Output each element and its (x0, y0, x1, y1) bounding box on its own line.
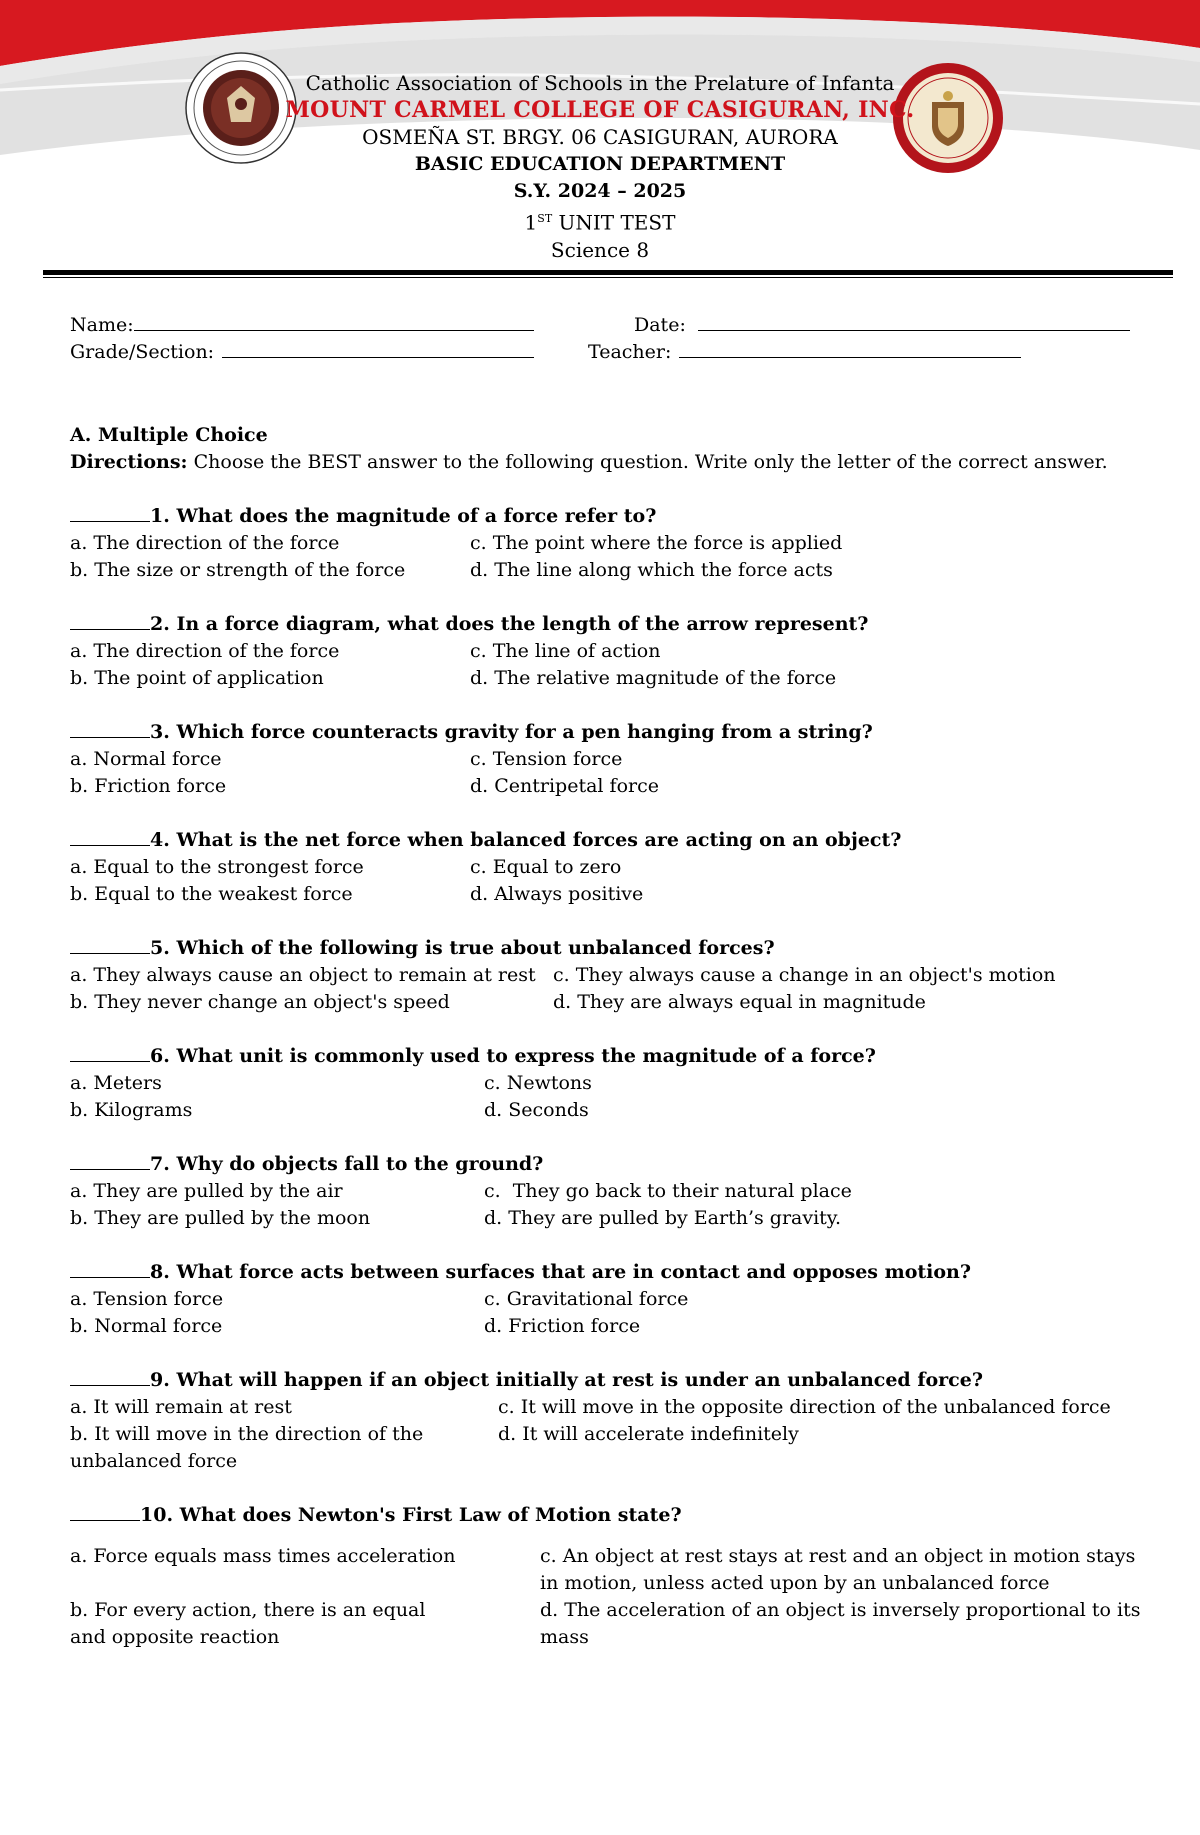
subject-title: Science 8 (550, 237, 650, 262)
option-c: c. Tension force (470, 748, 623, 770)
option-a: a. It will remain at rest (70, 1396, 292, 1418)
option-d: d. Centripetal force (470, 775, 659, 797)
question-stem: 4. What is the net force when balanced forces are acting on an object? (150, 829, 902, 851)
grade-section-blank[interactable] (222, 339, 534, 358)
question-6 (70, 1043, 1150, 1124)
option-a: a. Equal to the strongest force (70, 856, 364, 878)
option-d: d. They are always equal in magnitude (553, 991, 926, 1013)
question-stem: 7. Why do objects fall to the ground? (150, 1153, 544, 1175)
option-c: c. The line of action (470, 640, 661, 662)
name-label: Name: (70, 314, 134, 336)
option-d: d. They are pulled by Earth’s gravity. (484, 1207, 842, 1229)
option-b: b. Friction force (70, 775, 227, 797)
college-address: OSMEÑA ST. BRGY. 06 CASIGURAN, AURORA (362, 125, 838, 149)
answer-blank[interactable] (70, 1502, 140, 1521)
answer-blank[interactable] (70, 1259, 150, 1278)
option-c: c. Equal to zero (470, 856, 622, 878)
grade-section-field[interactable] (70, 339, 534, 363)
answer-blank[interactable] (70, 1367, 150, 1386)
test-title: 1ST UNIT TEST (524, 210, 676, 235)
name-field[interactable] (70, 312, 534, 336)
option-b: b. It will move in the direction of the unbalanced force (70, 1423, 430, 1472)
option-a: a. They always cause an object to remain at rest (70, 964, 536, 986)
teacher-label: Teacher: (588, 341, 672, 363)
option-c: c. An object at rest stays at rest and an object in motion stays in motion, unless acted upon by an unbalanced force (540, 1545, 1142, 1594)
option-b: b. Kilograms (70, 1099, 193, 1121)
option-d: d. It will accelerate indefinitely (498, 1423, 799, 1445)
answer-blank[interactable] (70, 611, 150, 630)
question-8 (70, 1259, 1150, 1340)
option-c: c. They go back to their natural place (484, 1180, 852, 1202)
question-stem: 9. What will happen if an object initially at rest is under an unbalanced force? (150, 1369, 983, 1391)
answer-blank[interactable] (70, 719, 150, 738)
date-field[interactable] (634, 312, 1130, 336)
option-a: a. They are pulled by the air (70, 1180, 343, 1202)
question-7 (70, 1151, 1150, 1232)
question-9 (70, 1367, 1150, 1475)
name-blank[interactable] (134, 312, 534, 331)
date-label: Date: (634, 314, 686, 336)
option-d: d. The line along which the force acts (470, 559, 833, 581)
question-10 (70, 1502, 1150, 1651)
teacher-field[interactable] (588, 339, 1021, 363)
question-stem: 5. Which of the following is true about unbalanced forces? (150, 937, 775, 959)
option-c: c. Gravitational force (484, 1288, 689, 1310)
question-4 (70, 827, 1150, 908)
option-c: c. It will move in the opposite direction of the unbalanced force (498, 1396, 1111, 1418)
test-body (70, 422, 1150, 1651)
question-5 (70, 935, 1150, 1016)
association-name: Catholic Association of Schools in the Prelature of Infanta (305, 71, 895, 95)
option-d: d. Seconds (484, 1099, 589, 1121)
option-d: d. The relative magnitude of the force (470, 667, 837, 689)
option-d: d. Always positive (470, 883, 644, 905)
option-c: c. They always cause a change in an object's motion (553, 964, 1056, 986)
option-a: a. Tension force (70, 1288, 224, 1310)
question-stem: 3. Which force counteracts gravity for a pen hanging from a string? (150, 721, 873, 743)
question-stem: 6. What unit is commonly used to express the magnitude of a force? (150, 1045, 876, 1067)
directions: Directions: Choose the BEST answer to the following question. Write only the letter of the correct answer. (70, 451, 1108, 473)
department-name: BASIC EDUCATION DEPARTMENT (414, 153, 786, 175)
question-stem: 1. What does the magnitude of a force refer to? (150, 505, 657, 527)
grade-section-label: Grade/Section: (70, 341, 215, 363)
header-divider (43, 270, 1173, 275)
header-divider-thin (43, 277, 1173, 278)
question-stem: 8. What force acts between surfaces that are in contact and opposes motion? (150, 1261, 971, 1283)
question-1 (70, 503, 1150, 584)
option-c: c. Newtons (484, 1072, 592, 1094)
option-a: a. The direction of the force (70, 640, 340, 662)
question-stem: 2. In a force diagram, what does the length of the arrow represent? (150, 613, 869, 635)
question-3 (70, 719, 1150, 800)
answer-blank[interactable] (70, 1151, 150, 1170)
answer-blank[interactable] (70, 503, 150, 522)
teacher-blank[interactable] (679, 339, 1021, 358)
option-b: b. The size or strength of the force (70, 559, 406, 581)
option-b: b. The point of application (70, 667, 324, 689)
option-a: a. The direction of the force (70, 532, 340, 554)
school-year: S.Y. 2024 – 2025 (513, 180, 687, 202)
option-d: d. The acceleration of an object is inversely proportional to its mass (540, 1599, 1147, 1648)
document-header (0, 70, 1200, 264)
option-a: a. Normal force (70, 748, 222, 770)
option-b: b. For every action, there is an equal and opposite reaction (70, 1599, 432, 1648)
college-name: MOUNT CARMEL COLLEGE OF CASIGURAN, INC. (285, 97, 915, 123)
section-title: A. Multiple Choice (70, 424, 268, 446)
option-d: d. Friction force (484, 1315, 641, 1337)
option-a: a. Meters (70, 1072, 162, 1094)
option-b: b. Normal force (70, 1315, 223, 1337)
question-stem: 10. What does Newton's First Law of Motion state? (140, 1504, 682, 1526)
option-a: a. Force equals mass times acceleration (70, 1545, 456, 1567)
option-b: b. Equal to the weakest force (70, 883, 353, 905)
option-b: b. They never change an object's speed (70, 991, 450, 1013)
answer-blank[interactable] (70, 935, 150, 954)
answer-blank[interactable] (70, 1043, 150, 1062)
date-blank[interactable] (698, 312, 1130, 331)
option-c: c. The point where the force is applied (470, 532, 843, 554)
option-b: b. They are pulled by the moon (70, 1207, 371, 1229)
answer-blank[interactable] (70, 827, 150, 846)
question-2 (70, 611, 1150, 692)
